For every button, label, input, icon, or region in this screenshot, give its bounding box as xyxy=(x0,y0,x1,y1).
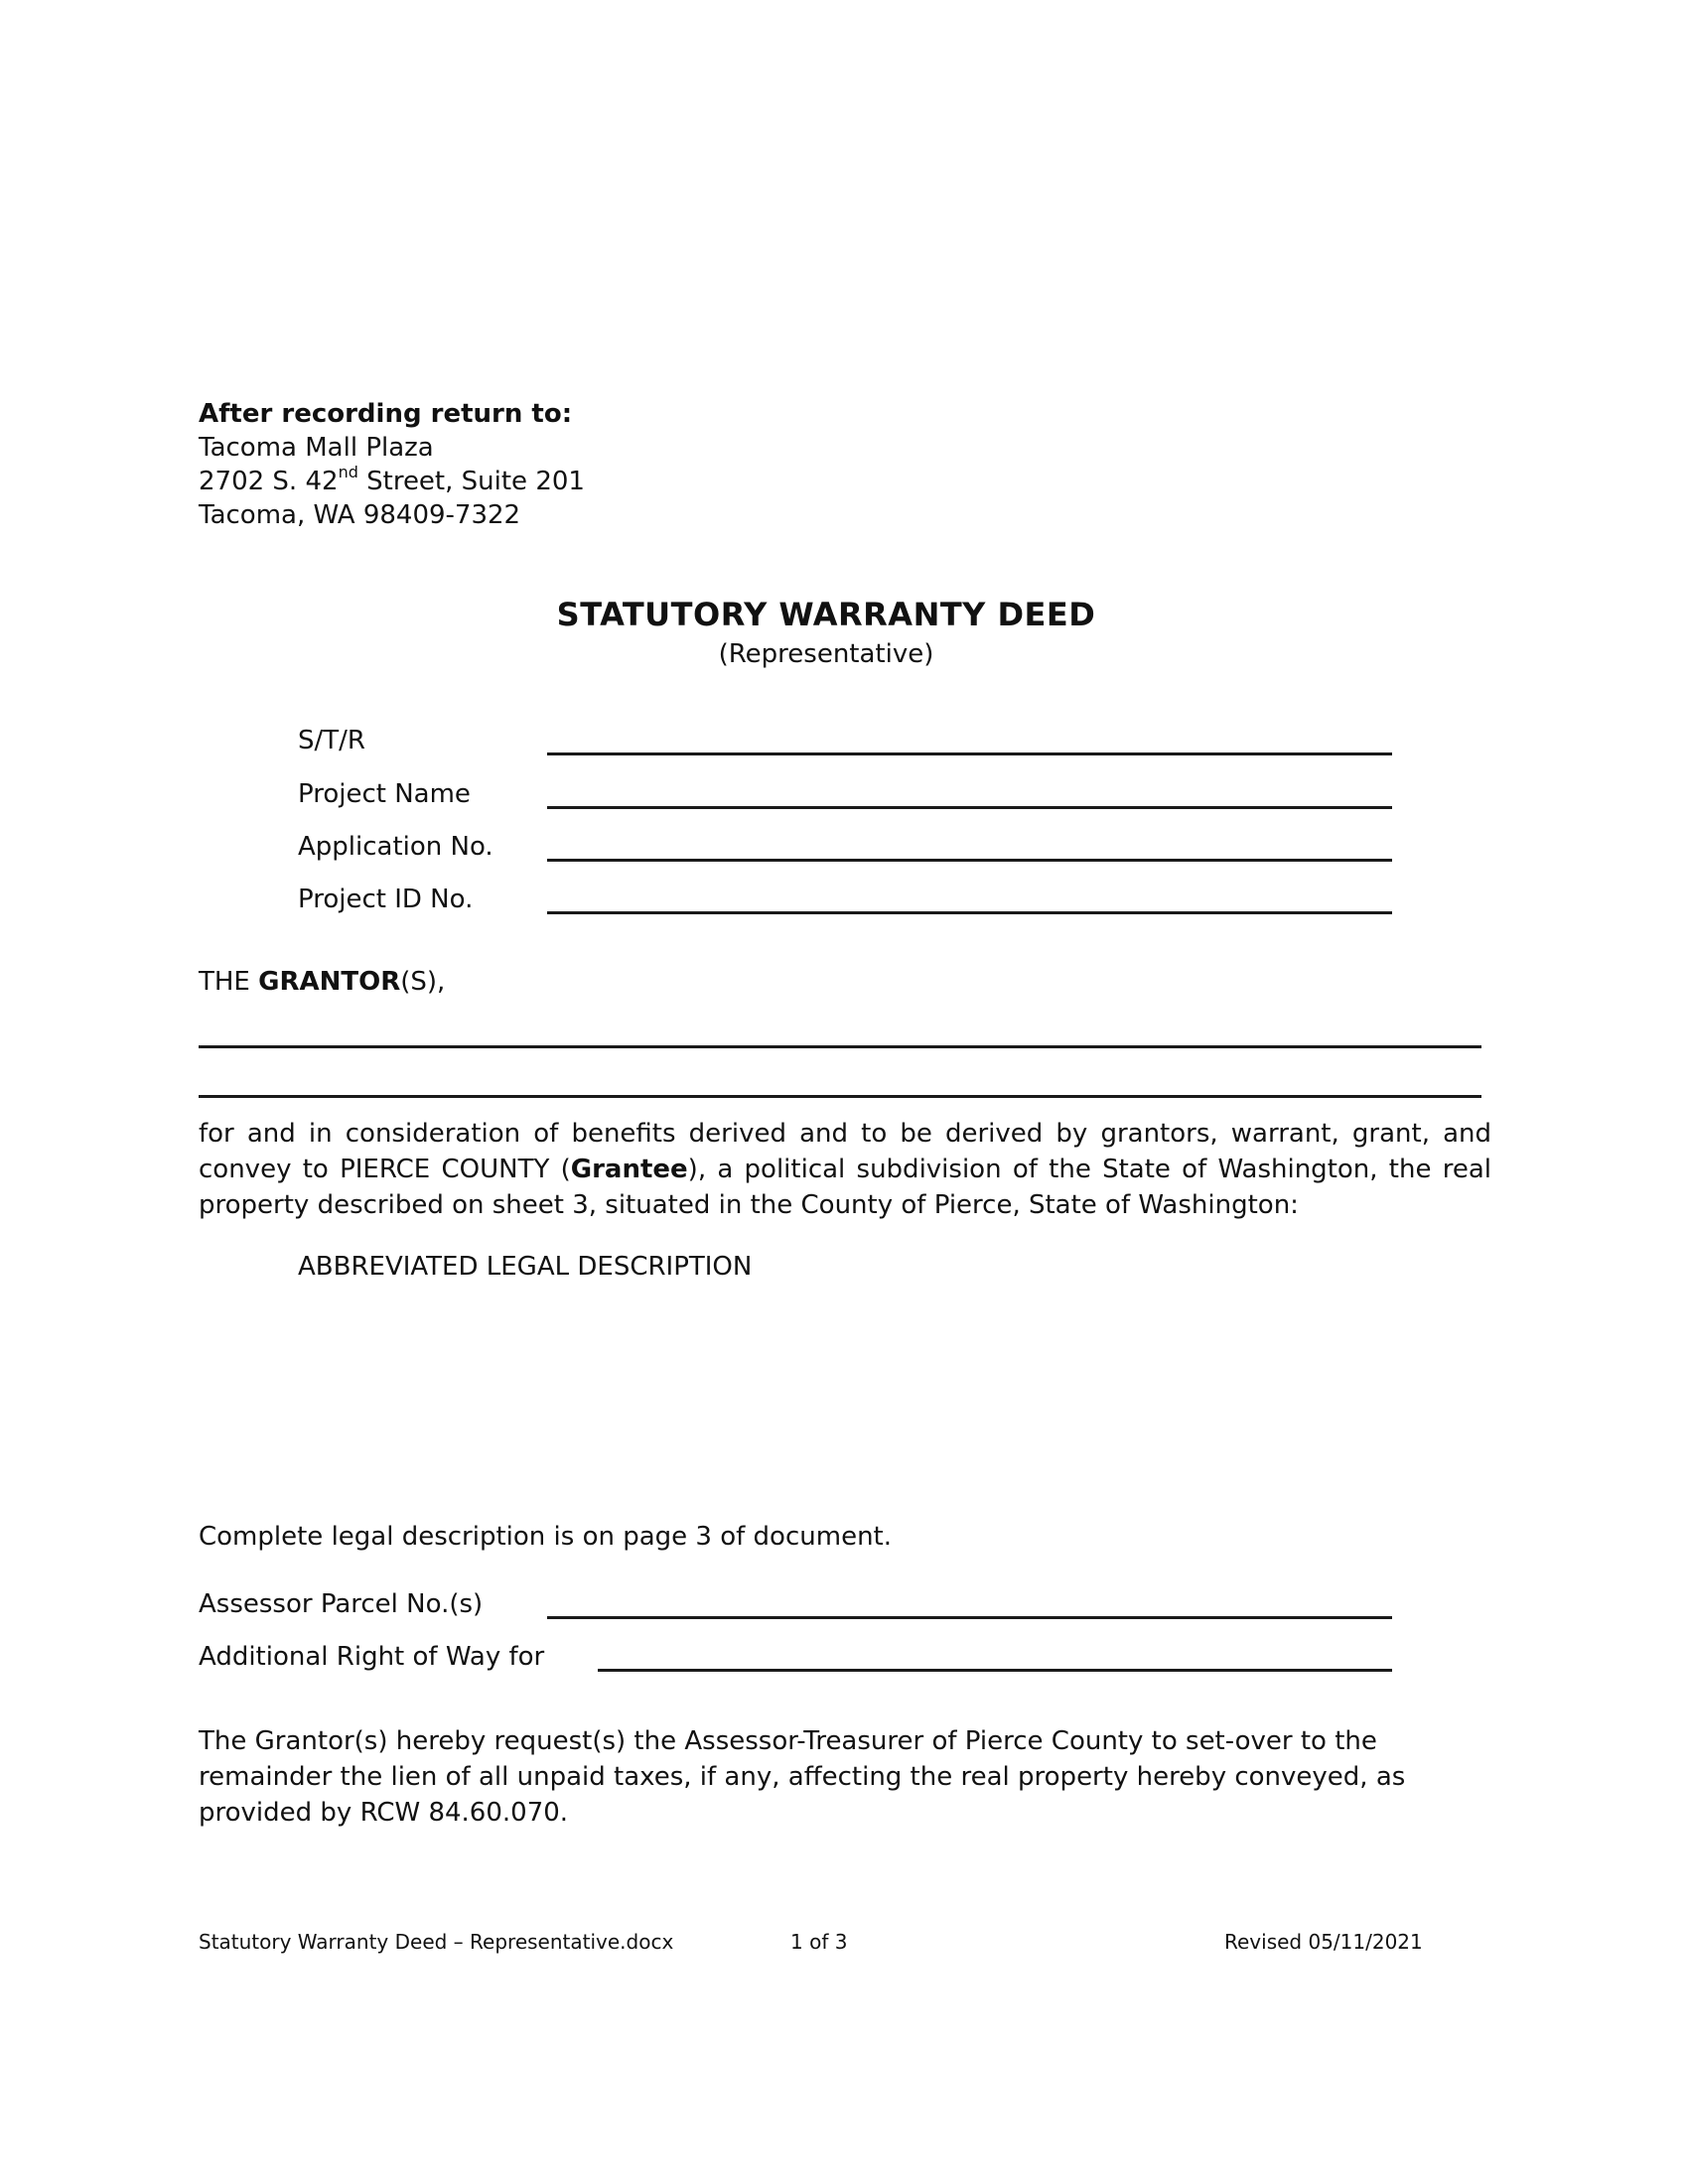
consideration-paragraph: for and in consideration of benefits derived and to be derived by grantors, warrant, grant, and convey to PIERCE COUNTY (Grantee), a political subdivision of the State of Washington, the real property described on sheet 3, situated in the County of Pierce, State of Washington: xyxy=(199,1119,1492,1220)
return-line-2-street: Street, Suite 201 xyxy=(357,467,585,496)
grantee-bold: Grantee xyxy=(570,1155,688,1184)
right-of-way-label: Additional Right of Way for xyxy=(199,1642,545,1672)
field-input-project-name[interactable] xyxy=(547,806,1392,809)
footer-revised-date: Revised 05/11/2021 xyxy=(1224,1930,1423,1954)
parcel-input[interactable] xyxy=(547,1616,1392,1619)
grantor-line-2[interactable] xyxy=(199,1095,1481,1098)
ordinal-suffix: nd xyxy=(338,463,358,481)
abbreviated-legal-description: ABBREVIATED LEGAL DESCRIPTION xyxy=(298,1252,753,1282)
field-input-project-id[interactable] xyxy=(547,911,1392,914)
return-line-2 xyxy=(199,465,585,498)
complete-legal-note: Complete legal description is on page 3 of document. xyxy=(199,1522,893,1552)
grantor-bold: GRANTOR xyxy=(258,967,401,997)
field-input-application-no[interactable] xyxy=(547,859,1392,862)
footer-page-number: 1 of 3 xyxy=(790,1930,848,1954)
footer-filename: Statutory Warranty Deed – Representative.docx xyxy=(199,1930,674,1954)
field-label-application-no: Application No. xyxy=(298,832,493,862)
document-subtitle: (Representative) xyxy=(718,639,934,669)
return-line-1: Tacoma Mall Plaza xyxy=(199,433,434,463)
field-input-str[interactable] xyxy=(547,752,1392,755)
return-line-3: Tacoma, WA 98409-7322 xyxy=(199,500,521,530)
grantor-label: THE GRANTOR(S), xyxy=(199,967,446,997)
grantor-line-1[interactable] xyxy=(199,1045,1481,1048)
field-label-str: S/T/R xyxy=(298,726,365,755)
field-label-project-id: Project ID No. xyxy=(298,885,474,914)
parcel-label: Assessor Parcel No.(s) xyxy=(199,1589,484,1619)
right-of-way-input[interactable] xyxy=(598,1669,1392,1672)
document-title: STATUTORY WARRANTY DEED xyxy=(556,596,1096,633)
return-heading: After recording return to: xyxy=(199,399,573,429)
tax-paragraph: The Grantor(s) hereby request(s) the Assessor-Treasurer of Pierce County to set-over to the remainder the lien of all unpaid taxes, if any, affecting the real property hereby conveyed, as provided by RCW 84.60.070. xyxy=(199,1726,1406,1828)
return-line-2-number: 2702 S. 42 xyxy=(199,467,339,496)
field-label-project-name: Project Name xyxy=(298,779,471,809)
